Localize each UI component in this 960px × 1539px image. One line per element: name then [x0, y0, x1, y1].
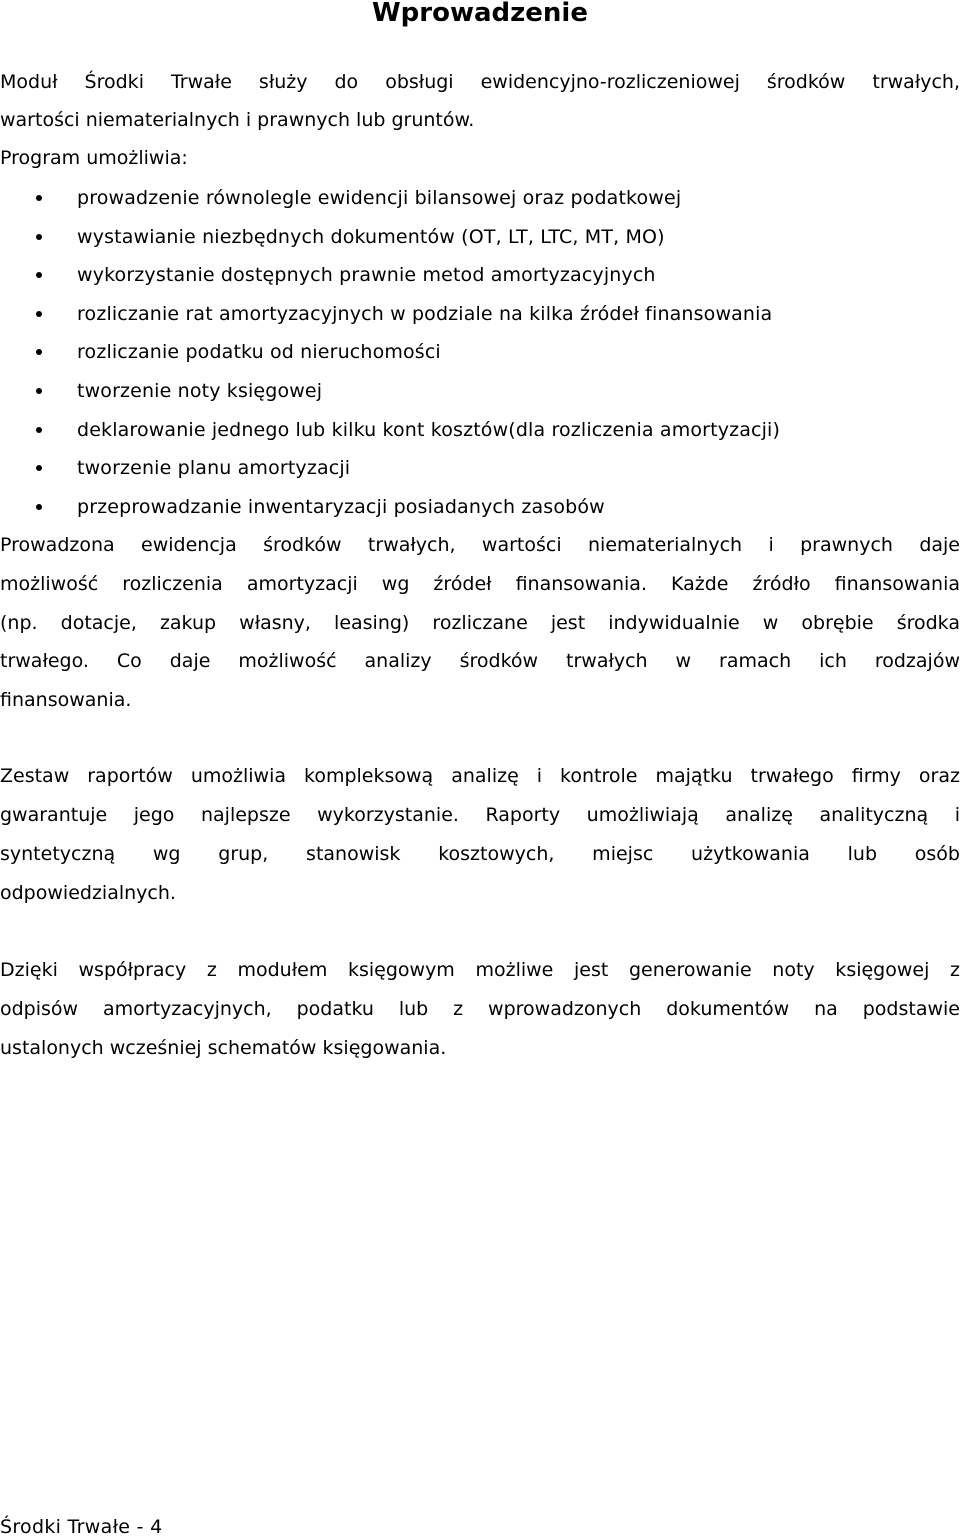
list-item-text: tworzenie planu amortyzacji	[77, 457, 351, 479]
bullet-icon	[36, 349, 42, 355]
paragraph-3-line-2: odpisów amortyzacyjnych, podatku lub z wprowadzonych dokumentów na podstawie	[0, 998, 960, 1020]
list-item-text: przeprowadzanie inwentaryzacji posiadanych zasobów	[77, 496, 605, 518]
paragraph-2-line-2: gwarantuje jego najlepsze wykorzystanie. Raporty umożliwiają analizę analityczną i	[0, 804, 960, 826]
paragraph-1-line-5: finansowania.	[0, 689, 132, 711]
paragraph-2-line-4: odpowiedzialnych.	[0, 882, 176, 904]
list-item-text: wystawianie niezbędnych dokumentów (OT, LT, LTC, MT, MO)	[77, 226, 665, 248]
bullet-icon	[36, 504, 42, 510]
paragraph-1-line-2: możliwość rozliczenia amortyzacji wg źródeł finansowania. Każde źródło finansowania	[0, 573, 960, 595]
intro-line-2: wartości niematerialnych i prawnych lub gruntów.	[0, 109, 475, 131]
page-title: Wprowadzenie	[372, 0, 588, 28]
bullet-icon	[36, 427, 42, 433]
paragraph-1-line-1: Prowadzona ewidencja środków trwałych, wartości niematerialnych i prawnych daje	[0, 534, 960, 556]
list-item-text: rozliczanie podatku od nieruchomości	[77, 341, 441, 363]
list-item-text: deklarowanie jednego lub kilku kont kosztów(dla rozliczenia amortyzacji)	[77, 419, 781, 441]
paragraph-2-line-3: syntetyczną wg grup, stanowisk kosztowych, miejsc użytkowania lub osób	[0, 843, 960, 865]
paragraph-3-line-3: ustalonych wcześniej schematów księgowania.	[0, 1037, 447, 1059]
list-item-text: prowadzenie równolegle ewidencji bilansowej oraz podatkowej	[77, 187, 682, 209]
intro-line-3: Program umożliwia:	[0, 147, 188, 169]
list-item-text: tworzenie noty księgowej	[77, 380, 323, 402]
bullet-icon	[36, 311, 42, 317]
intro-line-1: Moduł Środki Trwałe służy do obsługi ewidencyjno-rozliczeniowej środków trwałych,	[0, 71, 960, 93]
list-item-text: rozliczanie rat amortyzacyjnych w podziale na kilka źródeł finansowania	[77, 303, 773, 325]
bullet-icon	[36, 465, 42, 471]
bullet-icon	[36, 388, 42, 394]
list-item-text: wykorzystanie dostępnych prawnie metod amortyzacyjnych	[77, 264, 656, 286]
paragraph-1-line-4: trwałego. Co daje możliwość analizy środków trwałych w ramach ich rodzajów	[0, 650, 960, 672]
page-footer: Środki Trwałe - 4	[0, 1516, 163, 1538]
paragraph-1-line-3: (np. dotacje, zakup własny, leasing) rozliczane jest indywidualnie w obrębie środka	[0, 612, 960, 634]
bullet-icon	[36, 272, 42, 278]
paragraph-2-line-1: Zestaw raportów umożliwia kompleksową analizę i kontrole majątku trwałego firmy oraz	[0, 765, 960, 787]
bullet-icon	[36, 195, 42, 201]
paragraph-3-line-1: Dzięki współpracy z modułem księgowym możliwe jest generowanie noty księgowej z	[0, 959, 960, 981]
bullet-icon	[36, 234, 42, 240]
